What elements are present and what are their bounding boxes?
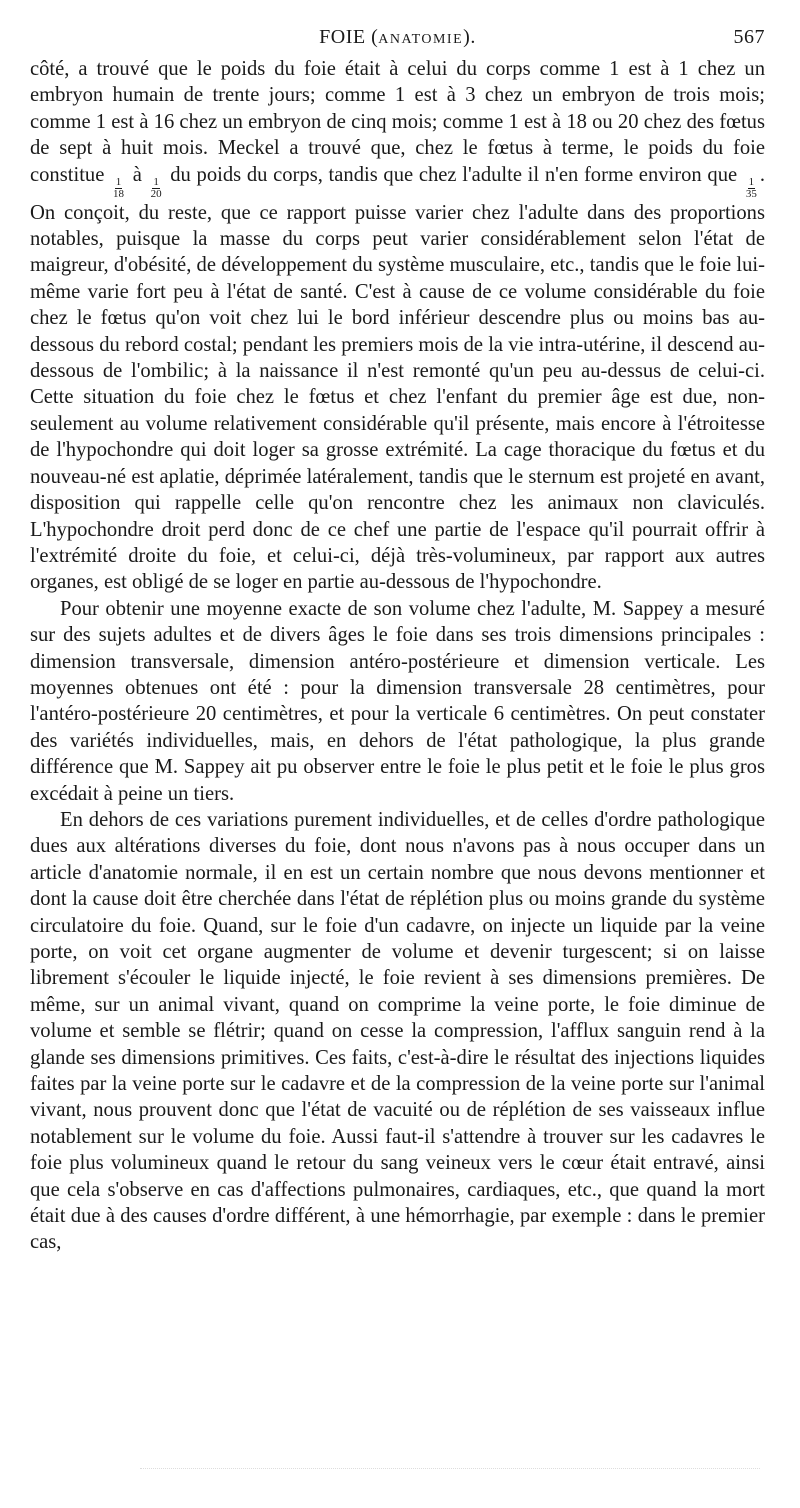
paragraph-1-text-d: . On conçoit, du reste, que ce rapport puisse varier chez l'adulte dans des proportions notables, puisque la masse du corps peut varier considérablement selon l'état de maigreur, d'obésité, de développement du système musculaire, etc., tandis que le foie lui-même varie fort peu à l'état de santé. C'est à cause de ce volume considérable du foie chez le fœtus qu'on voit chez lui le bord inférieur descendre plus ou moins bas au-dessous du rebord costal; pendant les premiers mois de la vie intra-utérine, il descend au-dessous de l'ombilic; à la naissance il n'est remonté qu'un peu au-dessus de celui-ci. Cette situation du foie chez le fœtus et chez l'enfant du premier âge est due, non-seulement au volume relativement considérable qu'il présente, mais encore à l'étroitesse de l'hypochondre qui doit loger sa grosse extrémité. La cage thoracique du fœtus et du nouveau-né est aplatie, déprimée latéralement, tandis que le sternum est projeté en avant, disposition qui rappelle celle qu'on rencontre chez les animaux non claviculés. L'hypochondre droit perd donc de ce chef une partie de l'espace qu'il pourrait offrir à l'extrémité droite du foie, et celui-ci, déjà très-volumineux, par rapport aux autres organes, est obligé de se loger en partie au-dessous de l'hypochondre. — [30, 163, 765, 594]
paragraph-volume-variations: En dehors de ces variations purement individuelles, et de celles d'ordre pathologique dues aux altérations diverses du foie, dont nous n'avons pas à nous occuper dans un article d'anatomie normale, il en est un certain nombre que nous devons mentionner et dont la cause doit être cherchée dans l'état de réplétion plus ou moins grande du système circulatoire du foie. Quand, sur le foie d'un cadavre, on injecte un liquide par la veine porte, on voit cet organe augmenter de volume et devenir turgescent; si on laisse librement s'écouler le liquide injecté, le foie revient à ses dimensions premières. De même, sur un animal vivant, quand on comprime la veine porte, le foie diminue de volume et semble se flétrir; quand on cesse la compression, l'afflux sanguin rend à la glande ses dimensions primitives. Ces faits, c'est-à-dire le résultat des injections liquides faites par la veine porte sur le cadavre et de la compression de la veine porte sur l'animal vivant, nous prouvent donc que l'état de vacuité ou de réplétion de ses vaisseaux influe notablement sur le volume du foie. Aussi faut-il s'attendre à trouver sur les cadavres le foie plus volumineux quand le retour du sang veineux vers le cœur était entravé, ainsi que cela s'observe en cas d'affections pulmonaires, cardiaques, etc., que quand la mort était due à des causes d'ordre différent, à une hémorrhagie, par exemple : dans le premier cas, — [30, 808, 765, 1254]
body-text — [30, 56, 765, 1256]
running-title-sub: ANATOMIE — [378, 32, 464, 47]
running-title-open: ( — [365, 26, 379, 48]
running-title — [30, 26, 765, 49]
paragraph-volume-measurements: Pour obtenir une moyenne exacte de son volume chez l'adulte, M. Sappey a mesuré sur des sujets adultes et de divers âges le foie dans ses trois dimensions principales : dimension transversale, dimension antéro-postérieure et dimension verticale. Les moyennes obtenues ont été : pour la dimension transversale 28 centimètres, pour l'antéro-postérieure 20 centimètres, et pour la verticale 6 centimètres. On peut constater des variétés individuelles, mais, en dehors de l'état pathologique, la plus grande différence que M. Sappey ait pu observer entre le foie le plus petit et le foie le plus gros excédait à peine un tiers. — [30, 597, 765, 805]
fraction-denominator: 18 — [113, 187, 125, 200]
fraction-numerator: 1 — [115, 175, 122, 188]
print-specks-divider — [140, 1462, 760, 1469]
fraction-numerator: 1 — [748, 175, 755, 188]
running-title-main: FOIE — [319, 26, 366, 48]
fraction-denominator: 20 — [150, 187, 162, 200]
book-page — [30, 26, 765, 1256]
paragraph-1-text-b: à — [132, 163, 142, 186]
paragraph-continued — [30, 56, 765, 596]
paragraph-1-text-a: côté, a trouvé que le poids du foie était à celui du corps comme 1 est à 1 chez un embryon humain de trente jours; comme 1 est à 3 chez un embryon de trois mois; comme 1 est à 16 chez un embryon de cinq mois; comme 1 est à 18 ou 20 chez des fœtus de sept à huit mois. Meckel a trouvé que, chez le fœtus à terme, le poids du foie constitue — [30, 58, 765, 186]
fraction-one-twentieth — [150, 177, 163, 200]
paragraph-1-text-c: du poids du corps, tandis que chez l'adulte il n'en forme environ que — [170, 163, 738, 186]
fraction-one-eighteenth — [112, 177, 125, 200]
fraction-numerator: 1 — [153, 175, 159, 188]
fraction-denominator: 35 — [745, 187, 757, 200]
page-number: 567 — [733, 26, 765, 48]
running-head — [30, 26, 765, 56]
running-title-close: ). — [463, 26, 476, 48]
fraction-one-thirty-fifth — [745, 177, 758, 200]
